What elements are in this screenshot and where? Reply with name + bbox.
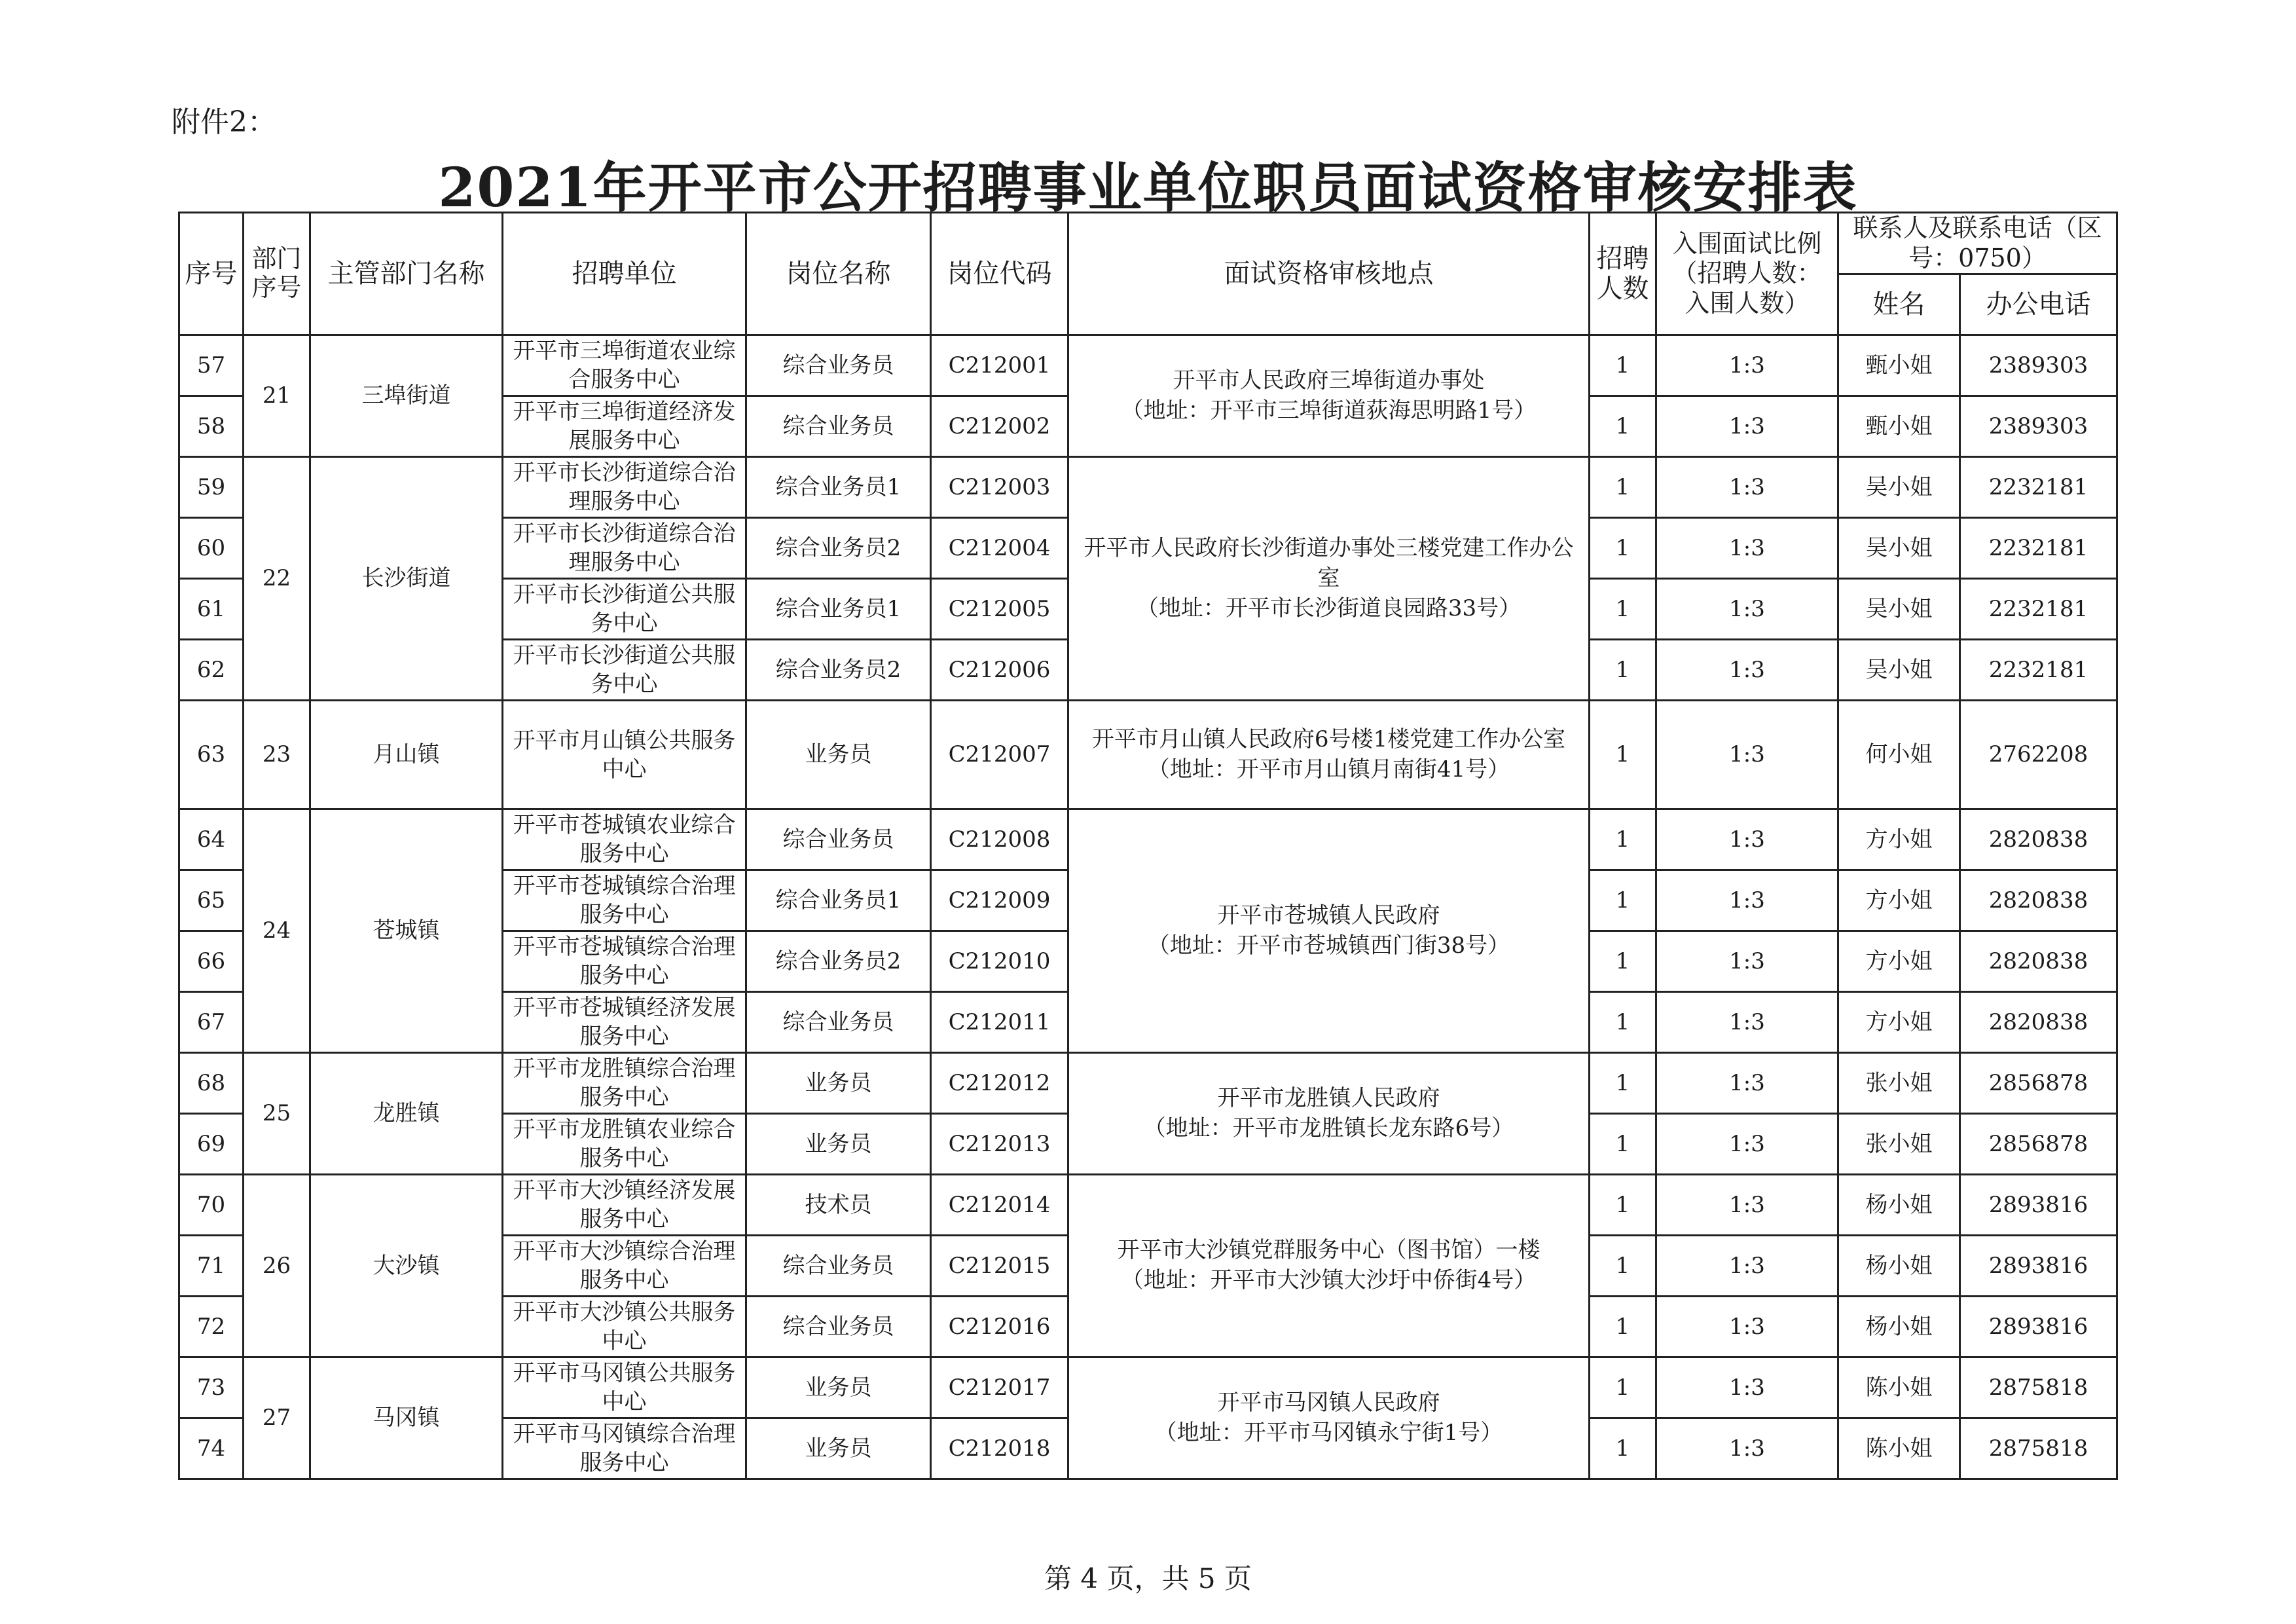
cell-ratio: 1:3 — [1656, 335, 1838, 396]
page-footer: 第 4 页，共 5 页 — [1044, 1562, 1252, 1595]
cell-unit: 开平市苍城镇综合治理服务中心 — [503, 870, 746, 931]
cell-unit: 开平市月山镇公共服务中心 — [503, 701, 746, 809]
cell-position: 综合业务员 — [746, 809, 931, 870]
cell-contact-name: 方小姐 — [1838, 931, 1960, 992]
cell-ratio: 1:3 — [1656, 931, 1838, 992]
table-row — [179, 1053, 2117, 1114]
cell-contact-phone: 2820838 — [1960, 992, 2117, 1053]
cell-position: 综合业务员1 — [746, 579, 931, 640]
cell-contact-name: 方小姐 — [1838, 870, 1960, 931]
cell-contact-phone: 2389303 — [1960, 335, 2117, 396]
cell-contact-phone: 2875818 — [1960, 1418, 2117, 1479]
cell-unit: 开平市马冈镇综合治理服务中心 — [503, 1418, 746, 1479]
header-dept-seq: 部门序号 — [244, 213, 310, 335]
cell-position: 综合业务员2 — [746, 518, 931, 579]
cell-unit: 开平市马冈镇公共服务中心 — [503, 1357, 746, 1418]
cell-seq: 59 — [179, 457, 244, 518]
header-seq: 序号 — [179, 213, 244, 335]
cell-contact-phone: 2820838 — [1960, 809, 2117, 870]
cell-contact-name: 杨小姐 — [1838, 1236, 1960, 1297]
cell-contact-name: 何小姐 — [1838, 701, 1960, 809]
cell-contact-name: 陈小姐 — [1838, 1418, 1960, 1479]
cell-code: C212007 — [931, 701, 1068, 809]
cell-contact-phone: 2762208 — [1960, 701, 2117, 809]
cell-unit: 开平市大沙镇经济发展服务中心 — [503, 1175, 746, 1236]
cell-seq: 63 — [179, 701, 244, 809]
cell-dept-name: 长沙街道 — [310, 457, 503, 701]
cell-code: C212004 — [931, 518, 1068, 579]
cell-contact-phone: 2232181 — [1960, 640, 2117, 701]
cell-position: 综合业务员 — [746, 992, 931, 1053]
cell-code: C212010 — [931, 931, 1068, 992]
cell-count: 1 — [1590, 1175, 1656, 1236]
cell-code: C212016 — [931, 1297, 1068, 1357]
cell-seq: 72 — [179, 1297, 244, 1357]
cell-dept-name: 苍城镇 — [310, 809, 503, 1053]
cell-seq: 58 — [179, 396, 244, 457]
cell-count: 1 — [1590, 1114, 1656, 1175]
cell-dept-seq: 23 — [244, 701, 310, 809]
cell-seq: 65 — [179, 870, 244, 931]
cell-unit: 开平市长沙街道公共服务中心 — [503, 579, 746, 640]
cell-location: 开平市人民政府三埠街道办事处 （地址：开平市三埠街道荻海思明路1号） — [1068, 335, 1590, 457]
cell-contact-name: 甄小姐 — [1838, 335, 1960, 396]
cell-contact-phone: 2389303 — [1960, 396, 2117, 457]
cell-contact-phone: 2893816 — [1960, 1297, 2117, 1357]
cell-count: 1 — [1590, 396, 1656, 457]
cell-position: 综合业务员 — [746, 1297, 931, 1357]
cell-position: 业务员 — [746, 1357, 931, 1418]
cell-unit: 开平市长沙街道综合治理服务中心 — [503, 457, 746, 518]
cell-contact-name: 方小姐 — [1838, 809, 1960, 870]
cell-seq: 57 — [179, 335, 244, 396]
cell-contact-name: 吴小姐 — [1838, 579, 1960, 640]
table-row — [179, 457, 2117, 518]
cell-unit: 开平市大沙镇公共服务中心 — [503, 1297, 746, 1357]
cell-ratio: 1:3 — [1656, 1418, 1838, 1479]
cell-count: 1 — [1590, 870, 1656, 931]
cell-contact-phone: 2232181 — [1960, 457, 2117, 518]
cell-seq: 64 — [179, 809, 244, 870]
cell-dept-seq: 25 — [244, 1053, 310, 1175]
cell-code: C212005 — [931, 579, 1068, 640]
cell-ratio: 1:3 — [1656, 1114, 1838, 1175]
cell-unit: 开平市长沙街道公共服务中心 — [503, 640, 746, 701]
cell-location: 开平市人民政府长沙街道办事处三楼党建工作办公室 （地址：开平市长沙街道良园路33号） — [1068, 457, 1590, 701]
cell-contact-name: 杨小姐 — [1838, 1175, 1960, 1236]
cell-position: 综合业务员 — [746, 1236, 931, 1297]
cell-ratio: 1:3 — [1656, 1297, 1838, 1357]
cell-unit: 开平市三埠街道经济发展服务中心 — [503, 396, 746, 457]
cell-contact-name: 张小姐 — [1838, 1114, 1960, 1175]
cell-contact-phone: 2820838 — [1960, 870, 2117, 931]
cell-unit: 开平市苍城镇经济发展服务中心 — [503, 992, 746, 1053]
cell-dept-seq: 27 — [244, 1357, 310, 1479]
cell-unit: 开平市大沙镇综合治理服务中心 — [503, 1236, 746, 1297]
cell-count: 1 — [1590, 1357, 1656, 1418]
header-contact-name: 姓名 — [1838, 274, 1960, 335]
cell-seq: 69 — [179, 1114, 244, 1175]
cell-ratio: 1:3 — [1656, 809, 1838, 870]
table-row — [179, 1175, 2117, 1236]
cell-seq: 68 — [179, 1053, 244, 1114]
cell-seq: 74 — [179, 1418, 244, 1479]
cell-contact-name: 陈小姐 — [1838, 1357, 1960, 1418]
cell-count: 1 — [1590, 992, 1656, 1053]
table-body — [179, 335, 2117, 1479]
cell-count: 1 — [1590, 1418, 1656, 1479]
header-code: 岗位代码 — [931, 213, 1068, 335]
cell-location: 开平市大沙镇党群服务中心（图书馆）一楼 （地址：开平市大沙镇大沙圩中侨街4号） — [1068, 1175, 1590, 1357]
cell-ratio: 1:3 — [1656, 992, 1838, 1053]
cell-contact-name: 杨小姐 — [1838, 1297, 1960, 1357]
cell-contact-phone: 2232181 — [1960, 518, 2117, 579]
cell-code: C212018 — [931, 1418, 1068, 1479]
cell-ratio: 1:3 — [1656, 457, 1838, 518]
cell-ratio: 1:3 — [1656, 1236, 1838, 1297]
cell-ratio: 1:3 — [1656, 1175, 1838, 1236]
cell-unit: 开平市龙胜镇综合治理服务中心 — [503, 1053, 746, 1114]
header-contact: 联系人及联系电话（区号：0750） — [1838, 213, 2117, 274]
cell-seq: 67 — [179, 992, 244, 1053]
cell-code: C212003 — [931, 457, 1068, 518]
cell-unit: 开平市三埠街道农业综合服务中心 — [503, 335, 746, 396]
cell-dept-seq: 22 — [244, 457, 310, 701]
table-header — [179, 213, 2117, 335]
cell-count: 1 — [1590, 457, 1656, 518]
cell-count: 1 — [1590, 518, 1656, 579]
cell-unit: 开平市苍城镇综合治理服务中心 — [503, 931, 746, 992]
header-count: 招聘人数 — [1590, 213, 1656, 335]
cell-contact-name: 张小姐 — [1838, 1053, 1960, 1114]
cell-count: 1 — [1590, 1236, 1656, 1297]
cell-position: 综合业务员1 — [746, 870, 931, 931]
cell-seq: 61 — [179, 579, 244, 640]
cell-ratio: 1:3 — [1656, 518, 1838, 579]
cell-location: 开平市月山镇人民政府6号楼1楼党建工作办公室 （地址：开平市月山镇月南街41号） — [1068, 701, 1590, 809]
cell-ratio: 1:3 — [1656, 701, 1838, 809]
cell-count: 1 — [1590, 1053, 1656, 1114]
cell-position: 业务员 — [746, 1418, 931, 1479]
cell-count: 1 — [1590, 701, 1656, 809]
cell-dept-name: 月山镇 — [310, 701, 503, 809]
cell-contact-name: 吴小姐 — [1838, 518, 1960, 579]
header-dept-name: 主管部门名称 — [310, 213, 503, 335]
cell-seq: 66 — [179, 931, 244, 992]
cell-seq: 60 — [179, 518, 244, 579]
cell-unit: 开平市龙胜镇农业综合服务中心 — [503, 1114, 746, 1175]
cell-contact-name: 吴小姐 — [1838, 640, 1960, 701]
cell-dept-seq: 24 — [244, 809, 310, 1053]
attachment-label: 附件2： — [172, 105, 276, 139]
cell-position: 业务员 — [746, 701, 931, 809]
cell-code: C212011 — [931, 992, 1068, 1053]
cell-code: C212009 — [931, 870, 1068, 931]
cell-ratio: 1:3 — [1656, 396, 1838, 457]
cell-position: 综合业务员 — [746, 396, 931, 457]
cell-seq: 62 — [179, 640, 244, 701]
table-container — [178, 212, 2116, 1480]
table-row — [179, 1357, 2117, 1418]
cell-position: 综合业务员2 — [746, 931, 931, 992]
cell-seq: 71 — [179, 1236, 244, 1297]
cell-count: 1 — [1590, 931, 1656, 992]
cell-dept-name: 三埠街道 — [310, 335, 503, 457]
cell-count: 1 — [1590, 579, 1656, 640]
cell-location: 开平市马冈镇人民政府 （地址：开平市马冈镇永宁街1号） — [1068, 1357, 1590, 1479]
header-unit: 招聘单位 — [503, 213, 746, 335]
cell-contact-phone: 2232181 — [1960, 579, 2117, 640]
cell-dept-seq: 26 — [244, 1175, 310, 1357]
cell-ratio: 1:3 — [1656, 1053, 1838, 1114]
cell-count: 1 — [1590, 640, 1656, 701]
cell-code: C212002 — [931, 396, 1068, 457]
cell-code: C212013 — [931, 1114, 1068, 1175]
cell-position: 综合业务员1 — [746, 457, 931, 518]
cell-unit: 开平市长沙街道综合治理服务中心 — [503, 518, 746, 579]
cell-code: C212008 — [931, 809, 1068, 870]
cell-contact-name: 甄小姐 — [1838, 396, 1960, 457]
document-title: 2021年开平市公开招聘事业单位职员面试资格审核安排表 — [438, 157, 1858, 219]
cell-code: C212015 — [931, 1236, 1068, 1297]
table-row — [179, 701, 2117, 809]
cell-seq: 70 — [179, 1175, 244, 1236]
cell-contact-name: 吴小姐 — [1838, 457, 1960, 518]
cell-position: 技术员 — [746, 1175, 931, 1236]
cell-seq: 73 — [179, 1357, 244, 1418]
cell-location: 开平市龙胜镇人民政府 （地址：开平市龙胜镇长龙东路6号） — [1068, 1053, 1590, 1175]
cell-ratio: 1:3 — [1656, 579, 1838, 640]
cell-position: 业务员 — [746, 1053, 931, 1114]
cell-ratio: 1:3 — [1656, 640, 1838, 701]
table-row — [179, 809, 2117, 870]
cell-code: C212012 — [931, 1053, 1068, 1114]
cell-count: 1 — [1590, 335, 1656, 396]
cell-contact-phone: 2856878 — [1960, 1053, 2117, 1114]
header-ratio: 入围面试比例（招聘人数：入围人数） — [1656, 213, 1838, 335]
cell-contact-phone: 2893816 — [1960, 1175, 2117, 1236]
cell-location: 开平市苍城镇人民政府 （地址：开平市苍城镇西门街38号） — [1068, 809, 1590, 1053]
schedule-table — [178, 212, 2118, 1480]
cell-contact-phone: 2893816 — [1960, 1236, 2117, 1297]
table-row — [179, 335, 2117, 396]
cell-dept-seq: 21 — [244, 335, 310, 457]
cell-position: 综合业务员 — [746, 335, 931, 396]
header-contact-phone: 办公电话 — [1960, 274, 2117, 335]
cell-count: 1 — [1590, 1297, 1656, 1357]
cell-ratio: 1:3 — [1656, 1357, 1838, 1418]
header-location: 面试资格审核地点 — [1068, 213, 1590, 335]
cell-code: C212017 — [931, 1357, 1068, 1418]
cell-contact-phone: 2875818 — [1960, 1357, 2117, 1418]
cell-dept-name: 龙胜镇 — [310, 1053, 503, 1175]
cell-contact-phone: 2856878 — [1960, 1114, 2117, 1175]
cell-dept-name: 大沙镇 — [310, 1175, 503, 1357]
cell-unit: 开平市苍城镇农业综合服务中心 — [503, 809, 746, 870]
cell-count: 1 — [1590, 809, 1656, 870]
cell-position: 业务员 — [746, 1114, 931, 1175]
cell-dept-name: 马冈镇 — [310, 1357, 503, 1479]
cell-code: C212001 — [931, 335, 1068, 396]
cell-contact-name: 方小姐 — [1838, 992, 1960, 1053]
cell-code: C212014 — [931, 1175, 1068, 1236]
cell-code: C212006 — [931, 640, 1068, 701]
cell-contact-phone: 2820838 — [1960, 931, 2117, 992]
cell-position: 综合业务员2 — [746, 640, 931, 701]
header-position: 岗位名称 — [746, 213, 931, 335]
cell-ratio: 1:3 — [1656, 870, 1838, 931]
